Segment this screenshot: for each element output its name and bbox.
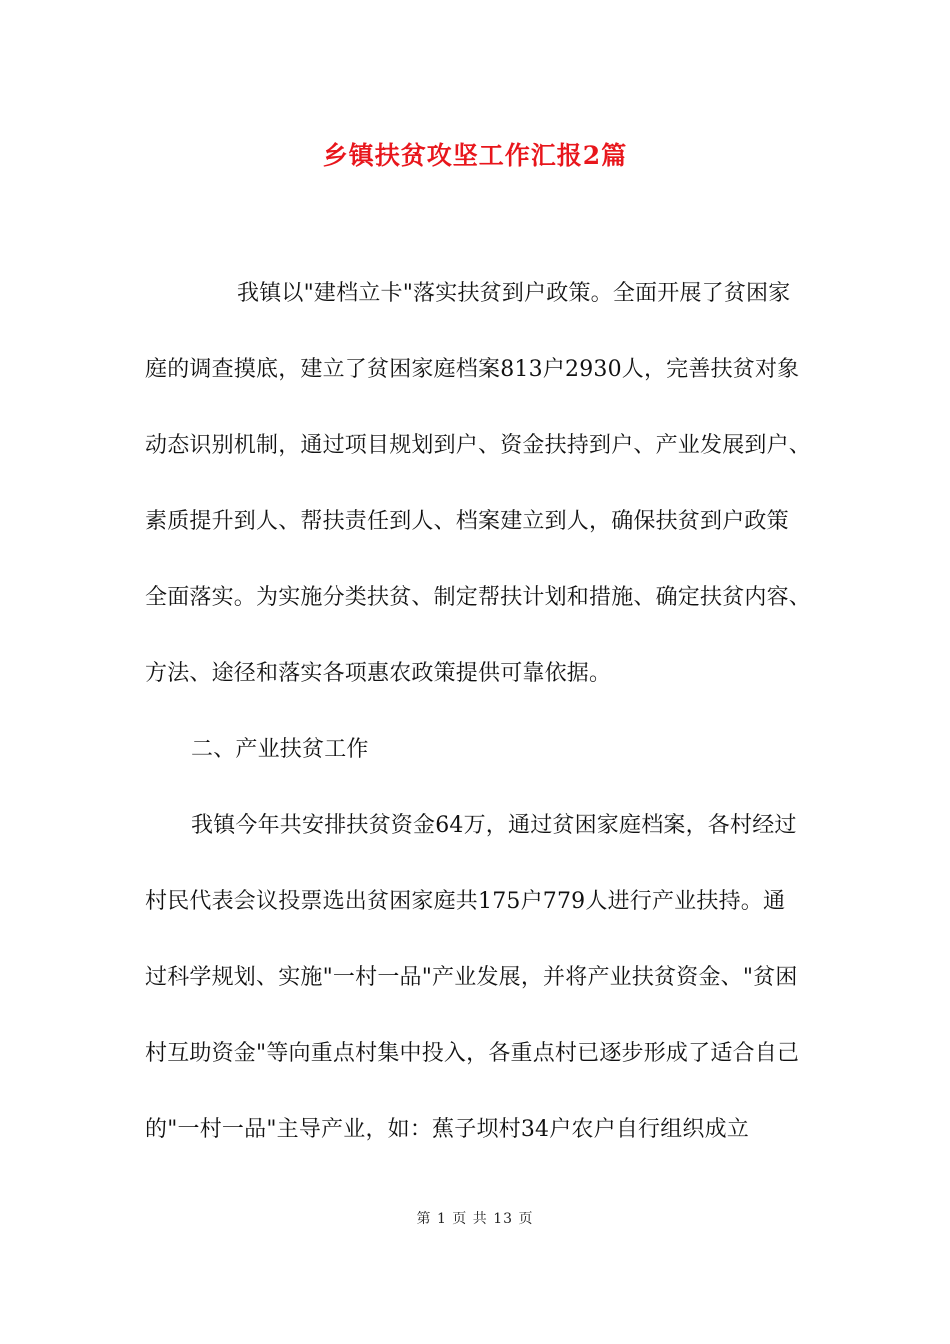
paragraph-line: 方法、途径和落实各项惠农政策提供可靠依据。 [145,661,612,686]
paragraph-line: 我镇今年共安排扶贫资金64万，通过贫困家庭档案，各村经过 [191,813,797,838]
page-number-footer: 第 1 页 共 13 页 [416,1211,534,1227]
paragraph-line: 庭的调查摸底，建立了贫困家庭档案813户2930人，完善扶贫对象 [145,357,800,382]
paragraph-line: 我镇以"建档立卡"落实扶贫到户政策。全面开展了贫困家 [237,281,791,306]
paragraph-line: 过科学规划、实施"一村一品"产业发展，并将产业扶贫资金、"贫困 [145,965,798,990]
paragraph-line: 村互助资金"等向重点村集中投入，各重点村已逐步形成了适合自己 [145,1041,800,1066]
section-heading: 二、产业扶贫工作 [191,737,369,762]
paragraph-line: 动态识别机制，通过项目规划到户、资金扶持到户、产业发展到户、 [145,433,812,458]
paragraph-line: 的"一村一品"主导产业，如：蕉子坝村34户农户自行组织成立 [145,1117,750,1142]
paragraph-line: 全面落实。为实施分类扶贫、制定帮扶计划和措施、确定扶贫内容、 [145,585,812,610]
document-body [145,272,810,1184]
document-title: 乡镇扶贫攻坚工作汇报2篇 [322,141,628,170]
paragraph-line: 村民代表会议投票选出贫困家庭共175户779人进行产业扶持。通 [145,889,786,914]
paragraph-line: 素质提升到人、帮扶责任到人、档案建立到人，确保扶贫到户政策 [145,509,789,534]
